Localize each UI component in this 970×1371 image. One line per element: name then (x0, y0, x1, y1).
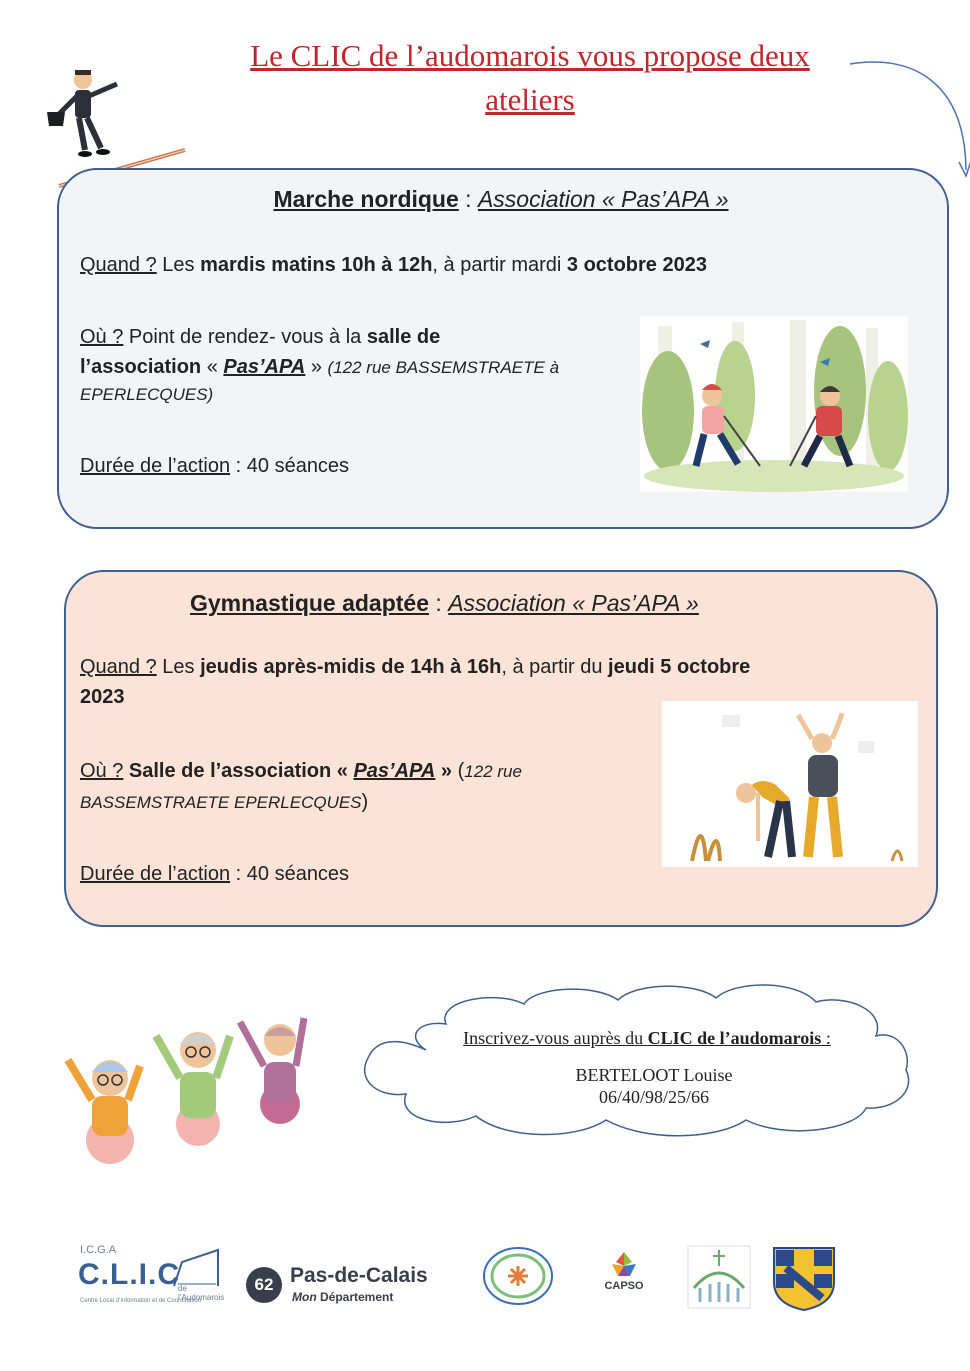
where-address-1: 122 rue (464, 762, 522, 781)
duration-value: : 40 séances (230, 455, 350, 477)
pas-de-calais-logo (246, 1264, 446, 1308)
coat-of-arms-logo (772, 1246, 836, 1312)
where-bold-2: » (435, 760, 453, 782)
where-bold-2: l’association (80, 356, 202, 378)
where-bold-1: salle de (366, 326, 441, 348)
nordic-walking-illustration (640, 316, 908, 492)
gymnastics-illustration (662, 701, 918, 867)
when-start-year: 2023 (80, 686, 125, 708)
pdc-logo-number: 62 (246, 1267, 282, 1303)
where-quote-open: « (201, 356, 224, 378)
town-hall-logo (686, 1244, 752, 1310)
when-start-date: jeudi 5 octobre (608, 656, 751, 678)
contact-label-post: : (821, 1028, 831, 1048)
workshop2-sep: : (429, 590, 449, 616)
where-association-name: Pas’APA (223, 356, 306, 378)
page-title (150, 34, 910, 122)
when-schedule: mardis matins 10h à 12h (200, 254, 433, 276)
when-pre: Les (156, 656, 201, 678)
duration-value: : 40 séances (230, 863, 350, 885)
contact-cloud (356, 980, 918, 1144)
when-mid: , à partir du (501, 656, 609, 678)
where-address-2: BASSEMSTRAETE EPERLECQUES (80, 793, 362, 812)
workshop1-when (80, 250, 930, 280)
contact-person: BERTELOOT Louise (575, 1065, 733, 1085)
title-line-2: ateliers (485, 82, 575, 117)
where-label: Où ? (80, 326, 124, 348)
seniors-ball-illustration (60, 1000, 320, 1175)
clic-logo-big: C.L.I.C (78, 1258, 180, 1291)
clic-logo-sub: de l’Audomarois (178, 1284, 225, 1302)
workshop1-where (80, 322, 640, 407)
where-address-1: (122 rue BASSEMSTRAETE à (327, 358, 560, 377)
pdc-logo-dept: Département (320, 1290, 394, 1304)
where-label: Où ? (80, 760, 124, 782)
where-paren-close: ) (361, 791, 369, 813)
when-pre: Les (156, 254, 201, 276)
when-start-date: 3 octobre 2023 (566, 254, 707, 276)
clic-logo-tag: Centre Local d’Information et de Coordination (80, 1298, 202, 1304)
duration-label: Durée de l’action (80, 455, 231, 477)
contact-details (540, 1064, 768, 1108)
workshop2-where (80, 756, 660, 818)
when-label: Quand ? (80, 656, 157, 678)
workshop1-association: Association « Pas’APA » (477, 186, 729, 212)
clic-logo (78, 1244, 224, 1312)
capso-logo (596, 1248, 652, 1300)
where-association-name: Pas’APA (353, 760, 436, 782)
when-schedule: jeudis après-midis de 14h à 16h (200, 656, 502, 678)
capso-logo-text: CAPSO (604, 1280, 644, 1292)
when-mid: , à partir mardi (432, 254, 567, 276)
pdc-logo-name: Pas-de-Calais (290, 1264, 428, 1287)
when-label: Quand ? (80, 254, 157, 276)
pdc-logo-mon: Mon (292, 1290, 317, 1304)
workshop1-name: Marche nordique (273, 186, 459, 212)
workshop1-sep: : (458, 186, 478, 212)
workshop2-duration (80, 859, 349, 889)
where-paren-open: ( (452, 760, 465, 782)
workshop1-duration (80, 451, 349, 481)
where-pre: Point de rendez- vous à la (123, 326, 367, 348)
where-address-2: EPERLECQUES) (80, 385, 214, 404)
contact-phone: 06/40/98/25/66 (598, 1087, 709, 1107)
contact-label (356, 1028, 938, 1049)
duration-label: Durée de l’action (80, 863, 231, 885)
workshop1-heading (57, 184, 945, 214)
where-bold-1: Salle de l’association « (123, 760, 354, 782)
title-line-1: Le CLIC de l’audomarois vous propose deux (250, 38, 810, 73)
workshop2-name: Gymnastique adaptée (190, 590, 430, 616)
conference-des-financeurs-logo (482, 1244, 554, 1306)
workshop2-association: Association « Pas’APA » (448, 590, 699, 616)
workshop2-heading (190, 588, 890, 618)
contact-label-pre: Inscrivez-vous auprès du (463, 1028, 648, 1048)
where-quote-close: » (305, 356, 328, 378)
clic-logo-small: I.C.G.A (80, 1244, 117, 1256)
contact-organization: CLIC de l’audomarois (647, 1028, 822, 1048)
